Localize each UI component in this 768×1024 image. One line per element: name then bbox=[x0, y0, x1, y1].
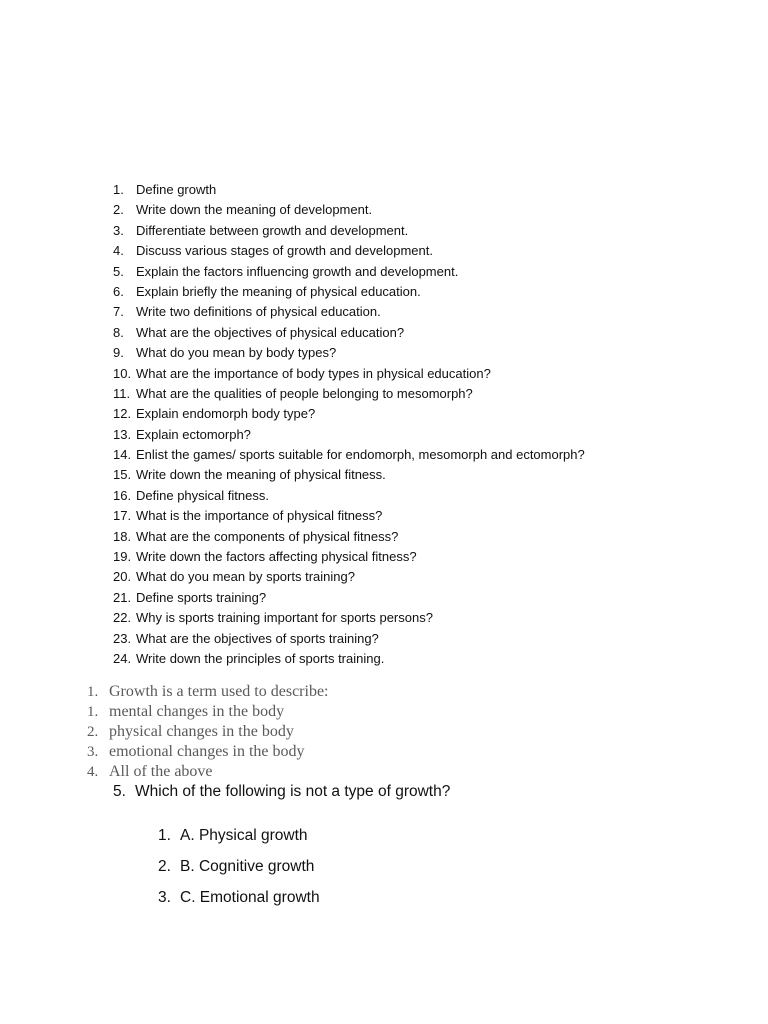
item-text: Explain ectomorph? bbox=[136, 426, 251, 442]
item-text: emotional changes in the body bbox=[109, 743, 305, 760]
item-number: 3. bbox=[158, 889, 171, 906]
item-number: 19. bbox=[113, 549, 132, 565]
item-text: A. Physical growth bbox=[180, 827, 308, 844]
list-item bbox=[113, 629, 753, 649]
list-item bbox=[113, 282, 753, 302]
list-item bbox=[113, 302, 753, 322]
item-text: What are the objectives of sports training? bbox=[136, 630, 379, 646]
list-item bbox=[113, 262, 753, 282]
item-number: 1. bbox=[113, 182, 124, 197]
list-item bbox=[113, 465, 753, 485]
list-item bbox=[113, 506, 753, 526]
item-text: What are the objectives of physical education? bbox=[136, 324, 405, 340]
item-text: What do you mean by body types? bbox=[136, 345, 337, 361]
list-item bbox=[113, 384, 753, 404]
mcq-item bbox=[87, 722, 487, 742]
item-number: 7. bbox=[113, 304, 124, 320]
item-text: physical changes in the body bbox=[109, 723, 294, 740]
list-item bbox=[113, 241, 753, 261]
list-item bbox=[113, 404, 753, 424]
mcq-item bbox=[87, 682, 487, 702]
list-item bbox=[113, 343, 753, 363]
list-item bbox=[113, 608, 753, 628]
item-number: 9. bbox=[113, 345, 124, 361]
item-text: What are the qualities of people belonging to mesomorph? bbox=[136, 385, 473, 401]
item-number: 17. bbox=[113, 508, 132, 524]
item-text: Define physical fitness. bbox=[136, 487, 269, 503]
list-item bbox=[113, 445, 753, 465]
item-text: All of the above bbox=[109, 763, 213, 780]
item-number: 3. bbox=[113, 222, 124, 238]
option-item bbox=[158, 825, 320, 856]
list-item bbox=[113, 486, 753, 506]
option-item bbox=[158, 856, 320, 887]
mcq-block bbox=[87, 682, 487, 782]
item-text: Explain briefly the meaning of physical education. bbox=[136, 283, 421, 299]
item-text: What is the importance of physical fitness? bbox=[136, 508, 383, 524]
item-text: Write two definitions of physical education. bbox=[136, 304, 381, 320]
mcq-item bbox=[87, 742, 487, 762]
list-item bbox=[113, 221, 753, 241]
item-text: Explain endomorph body type? bbox=[136, 406, 316, 422]
item-text: C. Emotional growth bbox=[180, 889, 320, 906]
item-text: Enlist the games/ sports suitable for endomorph, mesomorph and ectomorph? bbox=[136, 447, 585, 463]
item-number: 22. bbox=[113, 610, 132, 626]
item-text: Write down the principles of sports training. bbox=[136, 650, 385, 666]
item-text: Write down the meaning of development. bbox=[136, 202, 373, 218]
item-number: 3. bbox=[87, 744, 99, 760]
item-text: Growth is a term used to describe: bbox=[109, 683, 329, 700]
item-text: What are the components of physical fitness? bbox=[136, 528, 399, 544]
item-number: 10. bbox=[113, 365, 132, 381]
item-number: 1. bbox=[87, 704, 99, 720]
item-number: 5. bbox=[113, 783, 126, 800]
item-text: Write down the meaning of physical fitness. bbox=[136, 467, 386, 483]
item-number: 11. bbox=[113, 385, 131, 401]
item-number: 14. bbox=[113, 447, 132, 463]
item-number: 2. bbox=[113, 202, 124, 218]
option-item bbox=[158, 887, 320, 918]
item-number: 1. bbox=[158, 827, 171, 844]
item-number: 13. bbox=[113, 426, 132, 442]
list-item bbox=[113, 588, 753, 608]
item-text: Define sports training? bbox=[136, 589, 267, 605]
item-text: Which of the following is not a type of growth? bbox=[135, 783, 451, 800]
question-5 bbox=[113, 781, 450, 803]
item-number: 6. bbox=[113, 283, 124, 299]
item-number: 1. bbox=[87, 684, 99, 700]
list-item bbox=[113, 364, 753, 384]
list-item bbox=[113, 425, 753, 445]
item-number: 24. bbox=[113, 650, 132, 666]
list-item bbox=[113, 200, 753, 220]
item-text: Define growth bbox=[136, 182, 217, 197]
list-item bbox=[113, 527, 753, 547]
item-text: mental changes in the body bbox=[109, 703, 285, 720]
item-text: Differentiate between growth and development. bbox=[136, 222, 409, 238]
list-item bbox=[113, 649, 753, 669]
item-text: What are the importance of body types in physical education? bbox=[136, 365, 491, 381]
mcq-item bbox=[87, 702, 487, 722]
question-list bbox=[113, 180, 753, 669]
item-number: 20. bbox=[113, 569, 132, 585]
item-number: 12. bbox=[113, 406, 132, 422]
item-number: 21. bbox=[113, 589, 132, 605]
item-number: 2. bbox=[158, 858, 171, 875]
item-number: 18. bbox=[113, 528, 132, 544]
item-text: Discuss various stages of growth and development. bbox=[136, 243, 433, 259]
item-text: Explain the factors influencing growth and development. bbox=[136, 263, 459, 279]
list-item bbox=[113, 323, 753, 343]
item-number: 4. bbox=[113, 243, 124, 259]
item-number: 4. bbox=[87, 764, 99, 780]
item-number: 15. bbox=[113, 467, 132, 483]
item-number: 23. bbox=[113, 630, 132, 646]
list-item bbox=[113, 180, 753, 200]
options-list bbox=[158, 825, 320, 918]
item-text: B. Cognitive growth bbox=[180, 858, 315, 875]
list-item bbox=[113, 567, 753, 587]
item-number: 2. bbox=[87, 724, 99, 740]
item-text: Why is sports training important for sports persons? bbox=[136, 610, 433, 626]
item-number: 8. bbox=[113, 324, 124, 340]
item-number: 16. bbox=[113, 487, 132, 503]
item-number: 5. bbox=[113, 263, 124, 279]
item-text: Write down the factors affecting physical fitness? bbox=[136, 549, 417, 565]
list-item bbox=[113, 547, 753, 567]
item-text: What do you mean by sports training? bbox=[136, 569, 355, 585]
mcq-item bbox=[87, 762, 487, 782]
